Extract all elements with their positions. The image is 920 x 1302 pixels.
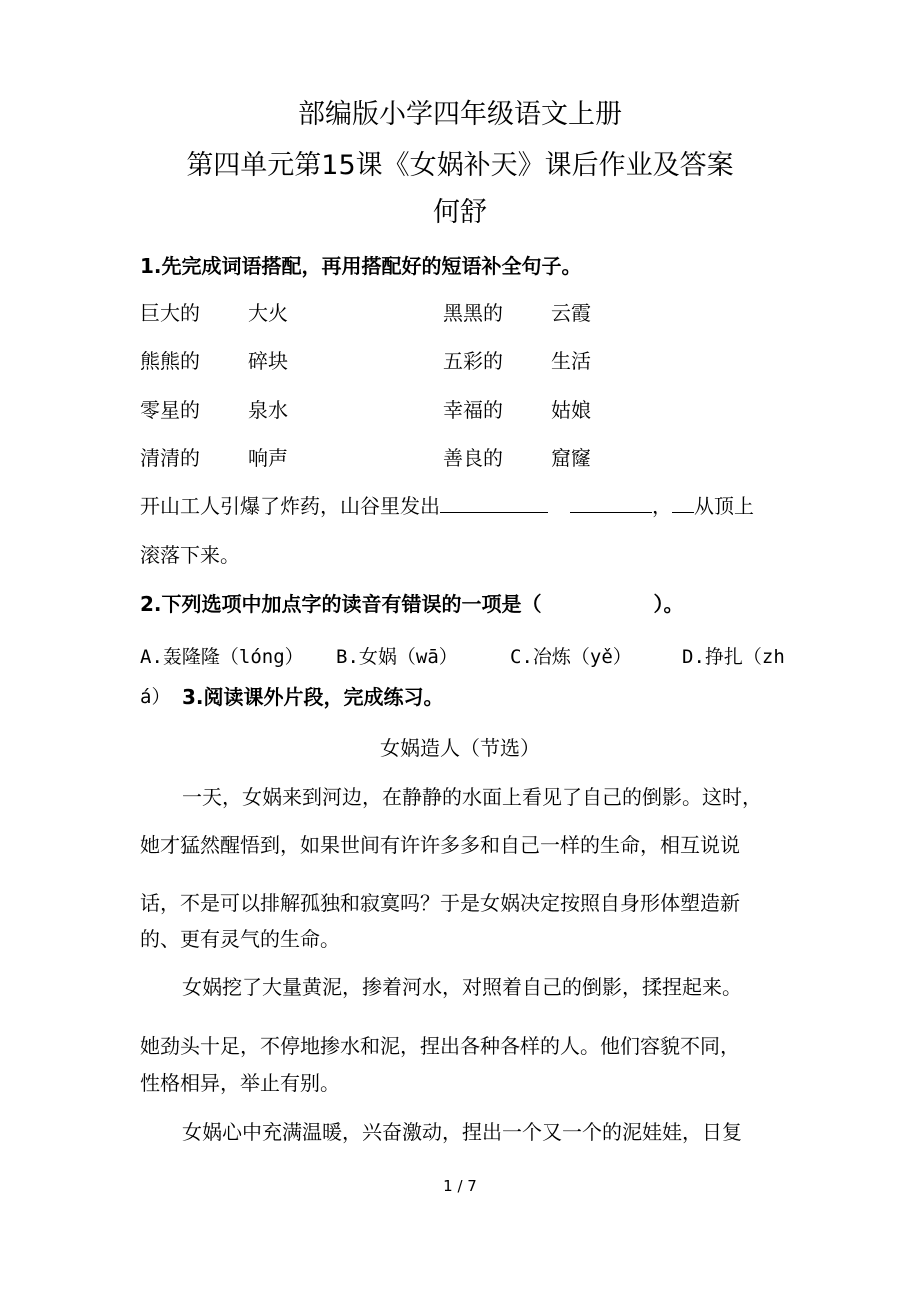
option-a: A.轰隆隆（lóng） xyxy=(140,646,304,668)
pair-right-2-noun: 生活 xyxy=(551,349,591,373)
pair-right-4-noun: 窟窿 xyxy=(551,446,591,470)
passage-line-3: 话，不是可以排解孤独和寂寞吗？于是女娲决定按照自身形体塑造新 xyxy=(140,891,740,915)
option-d: D.挣扎（zh xyxy=(682,646,785,668)
pair-right-3-adj: 幸福的 xyxy=(443,398,503,422)
sentence-start: 开山工人引爆了炸药，山谷里发出 xyxy=(140,494,440,518)
passage-title: 女娲造人（节选） xyxy=(380,736,540,760)
sentence-end: 从顶上 xyxy=(694,494,754,518)
pair-right-4-adj: 善良的 xyxy=(443,446,503,470)
pair-left-3-noun: 泉水 xyxy=(248,398,288,422)
pair-right-1-adj: 黑黑的 xyxy=(443,301,503,325)
option-d-continued: á） xyxy=(140,686,171,708)
answer-blank-2[interactable] xyxy=(570,512,652,513)
passage-line-6: 她劲头十足，不停地掺水和泥，捏出各种各样的人。他们容貌不同， xyxy=(140,1034,740,1058)
question-2-prompt xyxy=(140,588,684,617)
pair-left-4-adj: 清清的 xyxy=(140,446,200,470)
answer-blank-1[interactable] xyxy=(440,512,548,513)
pair-left-2-noun: 碎块 xyxy=(248,349,288,373)
doc-author: 何舒 xyxy=(433,197,487,228)
passage-line-5: 女娲挖了大量黄泥，掺着河水，对照着自己的倒影，揉捏起来。 xyxy=(182,975,742,999)
question-2-text: 2.下列选项中加点字的读音有错误的一项是（ xyxy=(140,592,542,616)
answer-blank-3[interactable] xyxy=(672,512,694,513)
pair-left-4-noun: 响声 xyxy=(248,446,288,470)
passage-line-4: 的、更有灵气的生命。 xyxy=(140,927,340,951)
question-1-prompt: 1.先完成词语搭配，再用搭配好的短语补全句子。 xyxy=(140,254,582,278)
pair-right-1-noun: 云霞 xyxy=(551,301,591,325)
option-b: B.女娲（wā） xyxy=(336,646,458,668)
option-c: C.冶炼（yě） xyxy=(510,646,632,668)
sentence-comma: ， xyxy=(652,494,672,518)
pair-left-2-adj: 熊熊的 xyxy=(140,349,200,373)
pair-left-3-adj: 零星的 xyxy=(140,398,200,422)
pair-left-1-noun: 大火 xyxy=(248,301,288,325)
question-3-prompt: 3.阅读课外片段，完成练习。 xyxy=(182,685,444,709)
pair-right-2-adj: 五彩的 xyxy=(443,349,503,373)
doc-title-line1: 部编版小学四年级语文上册 xyxy=(298,99,622,130)
pair-left-1-adj: 巨大的 xyxy=(140,301,200,325)
page-number: 1 / 7 xyxy=(443,1177,477,1195)
passage-line-1: 一天，女娲来到河边，在静静的水面上看见了自己的倒影。这时， xyxy=(182,785,762,809)
fill-sentence-line1 xyxy=(140,490,754,519)
passage-line-2: 她才猛然醒悟到，如果世间有许许多多和自己一样的生命，相互说说 xyxy=(140,833,740,857)
doc-title-line2: 第四单元第15课《女娲补天》课后作业及答案 xyxy=(186,150,734,181)
passage-line-7: 性格相异，举止有别。 xyxy=(140,1071,340,1095)
question-2-end: ）。 xyxy=(653,592,684,616)
pair-right-3-noun: 姑娘 xyxy=(551,398,591,422)
passage-line-8: 女娲心中充满温暖，兴奋激动，捏出一个又一个的泥娃娃，日复 xyxy=(182,1120,742,1144)
fill-sentence-line2: 滚落下来。 xyxy=(140,543,240,567)
